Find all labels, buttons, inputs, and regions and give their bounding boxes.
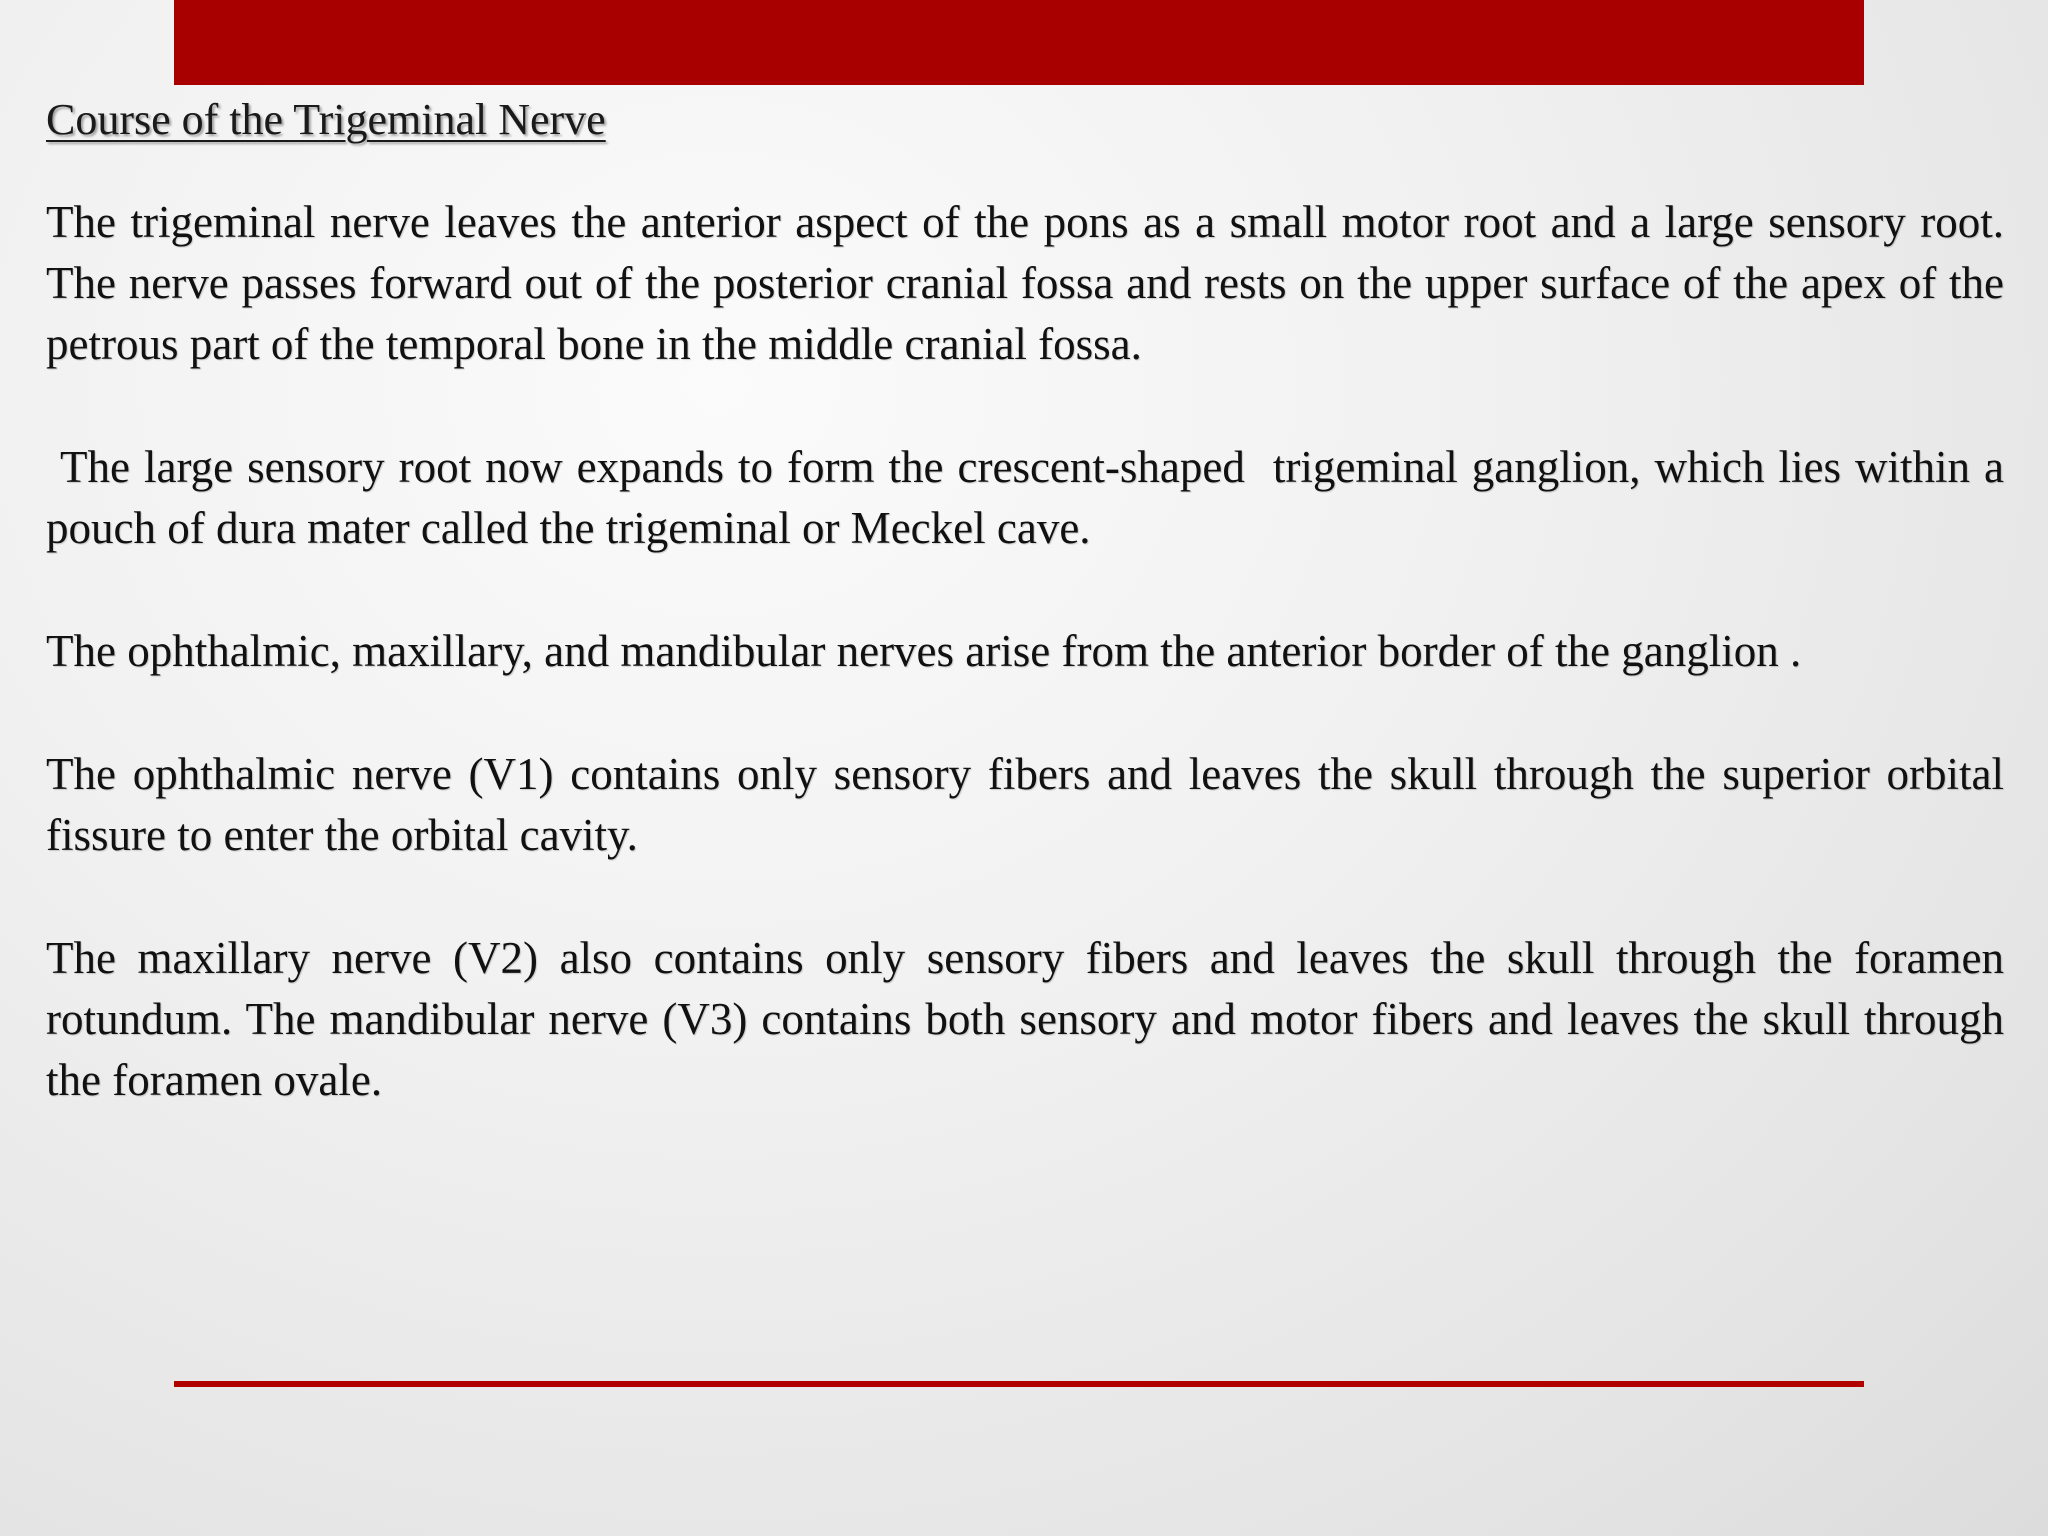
slide-content — [46, 90, 2016, 1173]
paragraph-maxillary-mandibular-nerves: The maxillary nerve (V2) also contains only sensory fibers and leaves the skull through the foramen rotundum. The mandibular nerve (V3) contains both sensory and motor fibers and leaves the skull through the foramen ovale. — [46, 933, 2004, 1105]
paragraph-trigeminal-ganglion: The large sensory root now expands to form the crescent-shaped trigeminal ganglion, which lies within a pouch of dura mater called the trigeminal or Meckel cave. — [46, 442, 2016, 553]
paragraph-nerve-divisions: The ophthalmic, maxillary, and mandibular nerves arise from the anterior border of the ganglion . — [46, 626, 1802, 676]
paragraph-ophthalmic-nerve: The ophthalmic nerve (V1) contains only sensory fibers and leaves the skull through the superior orbital fissure to enter the orbital cavity. — [46, 749, 2004, 860]
slide-title: Course of the Trigeminal Nerve — [46, 95, 606, 144]
paragraph-nerve-origin: The trigeminal nerve leaves the anterior aspect of the pons as a small motor root and a large sensory root. The nerve passes forward out of the posterior cranial fossa and rests on the upper surface of the apex of the petrous part of the temporal bone in the middle cranial fossa. — [46, 197, 2004, 369]
footer-divider-line — [174, 1381, 1864, 1387]
header-accent-bar — [174, 0, 1864, 85]
